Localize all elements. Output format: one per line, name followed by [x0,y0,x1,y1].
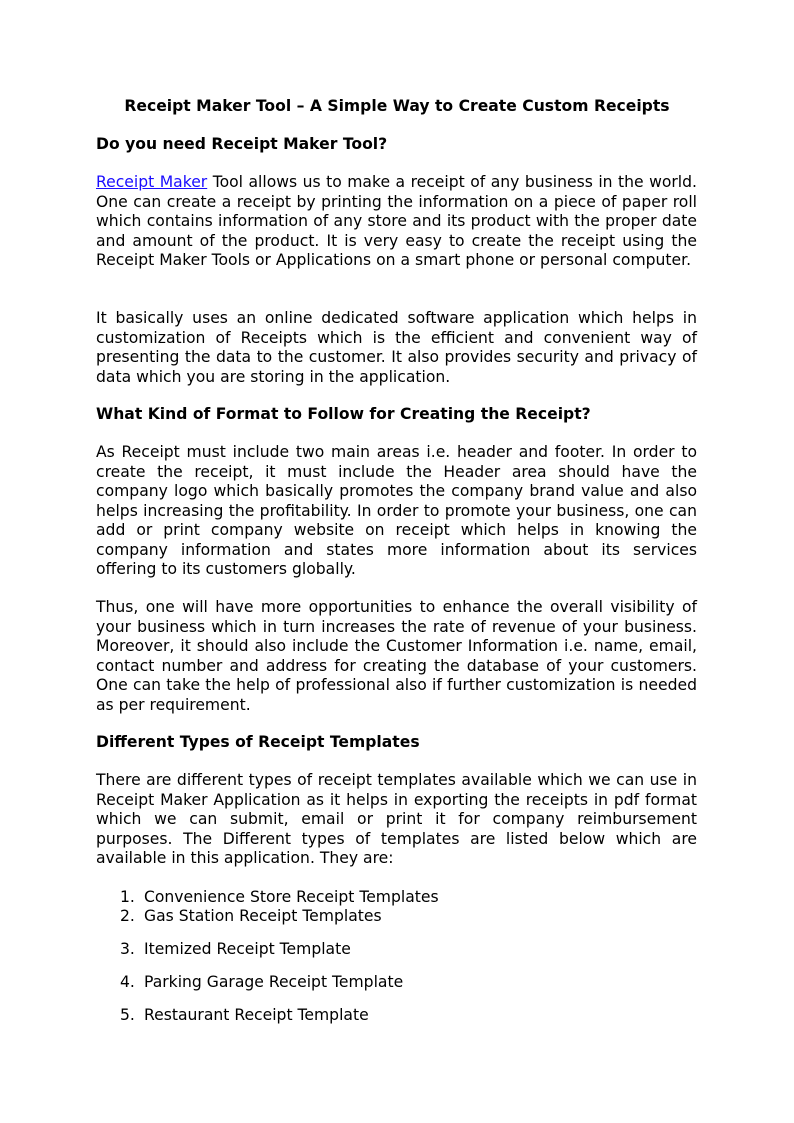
paragraph: Thus, one will have more opportunities to enhance the overall visibility of your business which in turn increases the rate of revenue of your business. Moreover, it should also include the Customer Information i.e. name, email, contact number and address for creating the database of your customers. One can take the help of professional also if further customization is needed as per requirement. [96,598,697,714]
list-item [120,973,403,993]
list-number: 4. [120,973,135,991]
list-number: 2. [120,907,135,925]
section-heading: Do you need Receipt Maker Tool? [96,135,388,153]
list-number: 3. [120,940,135,958]
list-text: Convenience Store Receipt Templates [144,888,439,906]
list-text: Gas Station Receipt Templates [144,907,382,925]
list-item [120,907,382,927]
paragraph: As Receipt must include two main areas i.e. header and footer. In order to create the receipt, it must include the Header area should have the company logo which basically promotes the company brand value and also helps increasing the profitability. In order to promote your business, one can add or print company website on receipt which helps in knowing the company information and states more information about its services offering to its customers globally. [96,443,697,578]
receipt-maker-link[interactable]: Receipt Maker [96,173,208,191]
paragraph: There are different types of receipt templates available which we can use in Receipt Maker Application as it helps in exporting the receipts in pdf format which we can submit, email or print it for company reimbursement purposes. The Different types of templates are listed below which are available in this application. They are: [96,771,697,867]
list-number: 1. [120,888,135,906]
section-heading: What Kind of Format to Follow for Creating the Receipt? [96,405,591,423]
list-item [120,940,351,960]
list-number: 5. [120,1006,135,1024]
list-text: Restaurant Receipt Template [144,1006,369,1024]
list-text: Parking Garage Receipt Template [144,973,404,991]
list-item [120,888,439,908]
section-heading: Different Types of Receipt Templates [96,733,420,751]
paragraph: It basically uses an online dedicated software application which helps in customization of Receipts which is the efficient and convenient way of presenting the data to the customer. It also provides security and privacy of data which you are storing in the application. [96,309,697,386]
paragraph [96,173,697,271]
paragraph-text: Tool allows us to make a receipt of any business in the world. One can create a receipt by printing the information on a piece of paper roll which contains information of any store and its product with the proper date and amount of the product. It is very easy to create the receipt using the Receipt Maker Tools or Applications on a smart phone or personal computer. [96,173,697,269]
list-text: Itemized Receipt Template [144,940,351,958]
list-item [120,1006,369,1026]
document-title: Receipt Maker Tool – A Simple Way to Create Custom Receipts [124,97,670,115]
